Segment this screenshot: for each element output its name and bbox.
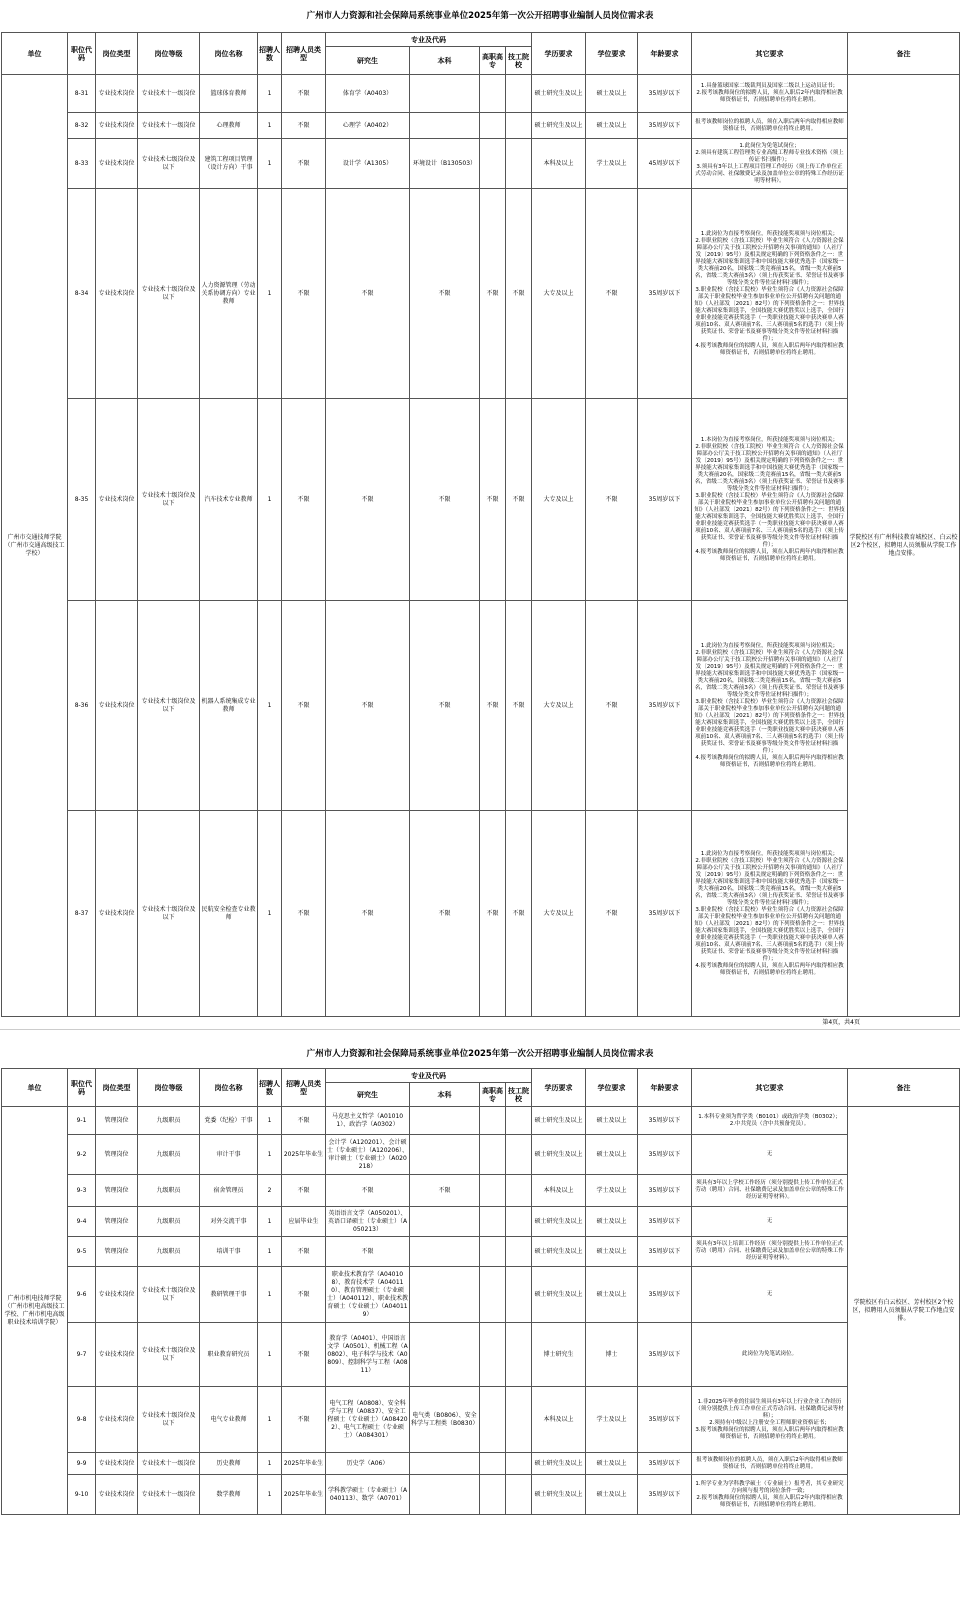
page-number: 第4页，共4页 bbox=[822, 1019, 860, 1026]
cell-type: 专业技术岗位 bbox=[96, 1475, 138, 1515]
cell-deg: 硕士及以上 bbox=[586, 1453, 638, 1475]
cell-count: 1 bbox=[258, 1237, 282, 1267]
header-undergrad: 本科 bbox=[410, 1083, 480, 1107]
cell-ug bbox=[410, 113, 480, 139]
header-name: 岗位名称 bbox=[200, 33, 258, 75]
cell-edu: 本科及以上 bbox=[532, 1175, 586, 1207]
cell-count: 1 bbox=[258, 1323, 282, 1387]
cell-voc bbox=[480, 1475, 506, 1515]
cell-name: 审计干事 bbox=[200, 1135, 258, 1175]
cell-deg: 学士及以上 bbox=[586, 1175, 638, 1207]
header-category: 招聘人员类型 bbox=[282, 1069, 326, 1107]
cell-name: 建筑工程项目管理（设计方向）干事 bbox=[200, 139, 258, 189]
cell-voc: 不限 bbox=[480, 189, 506, 399]
cell-type: 专业技术岗位 bbox=[96, 601, 138, 811]
cell-req: 1.本岗位为直接考察岗位，所获技能奖项须与岗位相关； 2.非职业院校（含技工院校）毕业生须符合《人力资源社会保障部办公厅关于技工院校公开招聘有关事项的通知》（人社厅发〔2019〕95号）及相关规定明确的下列资格条件之一：世界技能大赛国家集训选手和中国技能大赛优秀选手（国家级一类大赛前20名，国家级二类竞赛前15名，省级一类大赛前5名，省级二类大赛前3名）（须上传获奖证书、荣誉证书及赛事等级分类文件等佐证材料扫描件）； 3.职业院校（含技工院校）毕业生须符合《人力资源社会保障部关于职业院校毕业生参加事业单位公开招聘有关问题的通知》（人社部发〔2021〕82号）的下列资格条件之一：世界技能大赛国家集训选手，全国技能大赛优胜奖以上选手，全国行业职业技能竞赛获奖选手（一类职业技能大赛中获决赛单人赛项前10名、双人赛项前7名、三人赛项前5名的选手）（须上传获奖证书、荣誉证书及赛事等级分类文件等佐证材料扫描件）； 4.报考该教师岗位的拟聘人员，须在入职后两年内取得相应教师资格证书，否则招聘单位将终止聘用。 bbox=[692, 399, 848, 601]
cell-voc bbox=[480, 1207, 506, 1237]
cell-name: 宿舍管理员 bbox=[200, 1175, 258, 1207]
cell-edu: 硕士研究生及以上 bbox=[532, 1453, 586, 1475]
header-level: 岗位等级 bbox=[138, 1069, 200, 1107]
cell-cat: 不限 bbox=[282, 601, 326, 811]
cell-edu: 硕士研究生及以上 bbox=[532, 75, 586, 113]
cell-tech bbox=[506, 1267, 532, 1323]
header-tech: 技工院校 bbox=[506, 1083, 532, 1107]
cell-edu: 硕士研究生及以上 bbox=[532, 1207, 586, 1237]
cell-req: 1.此岗位为直接考察岗位，所获技能奖项须与岗位相关； 2.非职业院校（含技工院校）毕业生须符合《人力资源社会保障部办公厅关于技工院校公开招聘有关事项的通知》（人社厅发〔2019〕95号）及相关规定明确的下列资格条件之一：世界技能大赛国家集训选手和中国技能大赛优秀选手（国家级一类大赛前20名，国家级二类竞赛前15名，省级一类大赛前5名，省级二类大赛前3名）（须上传获奖证书、荣誉证书及赛事等级分类文件等佐证材料扫描件）； 3.职业院校（含技工院校）毕业生须符合《人力资源社会保障部关于职业院校毕业生参加事业单位公开招聘有关问题的通知》（人社部发〔2021〕82号）的下列资格条件之一：世界技能大赛国家集训选手，全国技能大赛优胜奖以上选手，全国行业职业技能竞赛获奖选手（一类职业技能大赛中获决赛单人赛项前10名、双人赛项前7名、三人赛项前5名的选手）（须上传获奖证书、荣誉证书及赛事等级分类文件等佐证材料扫描件）； 4.报考该教师岗位的拟聘人员，须在入职后两年内取得相应教师资格证书，否则招聘单位将终止聘用。 bbox=[692, 189, 848, 399]
cell-type: 专业技术岗位 bbox=[96, 1267, 138, 1323]
header-major-group: 专业及代码 bbox=[326, 33, 532, 47]
cell-voc bbox=[480, 1453, 506, 1475]
cell-grad: 马克思主义哲学（A010101）、政治学（A0302） bbox=[326, 1107, 410, 1135]
cell-deg: 不限 bbox=[586, 399, 638, 601]
header-type: 岗位类型 bbox=[96, 1069, 138, 1107]
header-count: 招聘人数 bbox=[258, 33, 282, 75]
cell-grad: 英语语言文学（A050201）、英语口译硕士（专业硕士）（A050213） bbox=[326, 1207, 410, 1237]
cell-deg: 硕士及以上 bbox=[586, 1237, 638, 1267]
cell-count: 1 bbox=[258, 1207, 282, 1237]
cell-name: 篮球体育教师 bbox=[200, 75, 258, 113]
cell-cat: 不限 bbox=[282, 1237, 326, 1267]
cell-name: 人力资源管理（劳动关系协调方向）专业教师 bbox=[200, 189, 258, 399]
cell-ug bbox=[410, 1323, 480, 1387]
cell-name: 党委（纪检）干事 bbox=[200, 1107, 258, 1135]
cell-cat: 2025年毕业生 bbox=[282, 1475, 326, 1515]
cell-level: 九级职员 bbox=[138, 1107, 200, 1135]
cell-ug bbox=[410, 1237, 480, 1267]
cell-age: 35周岁以下 bbox=[638, 1237, 692, 1267]
cell-type: 管理岗位 bbox=[96, 1107, 138, 1135]
cell-age: 35周岁以下 bbox=[638, 601, 692, 811]
cell-deg: 不限 bbox=[586, 601, 638, 811]
cell-age: 35周岁以下 bbox=[638, 399, 692, 601]
cell-code: 9-10 bbox=[68, 1475, 96, 1515]
cell-cat: 不限 bbox=[282, 399, 326, 601]
cell-level: 九级职员 bbox=[138, 1175, 200, 1207]
table-row bbox=[2, 1267, 960, 1323]
cell-code: 8-33 bbox=[68, 139, 96, 189]
cell-age: 35周岁以下 bbox=[638, 1475, 692, 1515]
header-voc: 高职高专 bbox=[480, 47, 506, 75]
cell-voc bbox=[480, 1323, 506, 1387]
cell-voc bbox=[480, 1107, 506, 1135]
job-table-bottom bbox=[1, 1068, 960, 1515]
cell-ug: 不限 bbox=[410, 189, 480, 399]
note-cell: 学院校区有广州科技教育城校区、白云校区2个校区，拟聘用人员须服从学院工作地点安排。 bbox=[848, 75, 960, 1017]
cell-level: 专业技术十级岗位及以下 bbox=[138, 1323, 200, 1387]
cell-code: 9-9 bbox=[68, 1453, 96, 1475]
header-grad: 研究生 bbox=[326, 1083, 410, 1107]
cell-code: 8-37 bbox=[68, 811, 96, 1017]
cell-grad: 心理学（A0402） bbox=[326, 113, 410, 139]
cell-level: 专业技术十一级岗位 bbox=[138, 113, 200, 139]
cell-tech bbox=[506, 1453, 532, 1475]
cell-voc bbox=[480, 1387, 506, 1453]
cell-deg: 硕士及以上 bbox=[586, 1107, 638, 1135]
cell-cat: 不限 bbox=[282, 1323, 326, 1387]
cell-tech: 不限 bbox=[506, 399, 532, 601]
table-row bbox=[2, 1323, 960, 1387]
cell-ug bbox=[410, 1453, 480, 1475]
cell-level: 专业技术十级岗位及以下 bbox=[138, 601, 200, 811]
cell-voc bbox=[480, 1175, 506, 1207]
job-table-top bbox=[1, 32, 960, 1017]
cell-level: 专业技术十级岗位及以下 bbox=[138, 811, 200, 1017]
cell-deg: 硕士及以上 bbox=[586, 1475, 638, 1515]
cell-type: 专业技术岗位 bbox=[96, 139, 138, 189]
cell-name: 职业教育研究员 bbox=[200, 1323, 258, 1387]
cell-type: 管理岗位 bbox=[96, 1237, 138, 1267]
header-name: 岗位名称 bbox=[200, 1069, 258, 1107]
cell-req: 须具有3年以上学校工作经历（须分别提供上传工作单位正式劳动（聘用）合同、社保缴费记录及加盖单位公章的特殊工作经历证明等材料）。 bbox=[692, 1175, 848, 1207]
cell-cat: 2025年毕业生 bbox=[282, 1135, 326, 1175]
cell-voc: 不限 bbox=[480, 811, 506, 1017]
table-row bbox=[2, 113, 960, 139]
header-note: 备注 bbox=[848, 33, 960, 75]
header-grad: 研究生 bbox=[326, 47, 410, 75]
cell-age: 35周岁以下 bbox=[638, 1135, 692, 1175]
cell-age: 35周岁以下 bbox=[638, 811, 692, 1017]
cell-code: 9-2 bbox=[68, 1135, 96, 1175]
unit-cell: 广州市交通技师学院（广州市交通高级技工学校） bbox=[2, 75, 68, 1017]
cell-count: 1 bbox=[258, 139, 282, 189]
cell-voc bbox=[480, 1135, 506, 1175]
cell-grad: 学科教学硕士（专业硕士）（A040113）、数学（A0701） bbox=[326, 1475, 410, 1515]
cell-type: 管理岗位 bbox=[96, 1207, 138, 1237]
cell-age: 35周岁以下 bbox=[638, 1323, 692, 1387]
cell-count: 1 bbox=[258, 811, 282, 1017]
cell-ug bbox=[410, 1107, 480, 1135]
cell-level: 九级职员 bbox=[138, 1207, 200, 1237]
cell-cat: 不限 bbox=[282, 1267, 326, 1323]
cell-tech bbox=[506, 1475, 532, 1515]
cell-edu: 硕士研究生及以上 bbox=[532, 1135, 586, 1175]
header-level: 岗位等级 bbox=[138, 33, 200, 75]
header-other: 其它要求 bbox=[692, 1069, 848, 1107]
cell-age: 35周岁以下 bbox=[638, 1207, 692, 1237]
cell-type: 专业技术岗位 bbox=[96, 75, 138, 113]
cell-deg: 硕士及以上 bbox=[586, 1267, 638, 1323]
cell-name: 培训干事 bbox=[200, 1237, 258, 1267]
cell-tech bbox=[506, 1237, 532, 1267]
cell-req: 无 bbox=[692, 1207, 848, 1237]
cell-level: 专业技术十级岗位及以下 bbox=[138, 1267, 200, 1323]
cell-ug bbox=[410, 1267, 480, 1323]
cell-count: 1 bbox=[258, 601, 282, 811]
header-code: 职位代码 bbox=[68, 1069, 96, 1107]
cell-level: 专业技术七级岗位及以下 bbox=[138, 139, 200, 189]
cell-tech bbox=[506, 75, 532, 113]
cell-type: 管理岗位 bbox=[96, 1175, 138, 1207]
cell-grad: 职业技术教育学（A040108）、教育技术学（A040110）、教育管理硕士（专业硕士）（A040112）、职业技术教育硕士（专业硕士）（A040119） bbox=[326, 1267, 410, 1323]
cell-req: 1.所学专业为学科教学硕士（专业硕士）报考者，其专业研究方向须与报考的岗位条件一致； 2.报考该教师岗位的拟聘人员，须在入职后2年内取得相应教师资格证书，否则招聘单位将终止聘用。 bbox=[692, 1475, 848, 1515]
cell-tech bbox=[506, 1135, 532, 1175]
header-other: 其它要求 bbox=[692, 33, 848, 75]
cell-deg: 不限 bbox=[586, 189, 638, 399]
cell-age: 35周岁以下 bbox=[638, 189, 692, 399]
cell-code: 9-1 bbox=[68, 1107, 96, 1135]
cell-voc bbox=[480, 113, 506, 139]
cell-level: 专业技术十级岗位及以下 bbox=[138, 189, 200, 399]
cell-name: 机器人系统集成专业教师 bbox=[200, 601, 258, 811]
cell-name: 教研管理干事 bbox=[200, 1267, 258, 1323]
header-age: 年龄要求 bbox=[638, 1069, 692, 1107]
header-degree: 学位要求 bbox=[586, 1069, 638, 1107]
cell-deg: 硕士及以上 bbox=[586, 1135, 638, 1175]
cell-grad: 设计学（A1305） bbox=[326, 139, 410, 189]
header-type: 岗位类型 bbox=[96, 33, 138, 75]
cell-req: 1.具备篮球国家二级裁判员及国家二级以上运动员证书； 2.报考该教师岗位的拟聘人员，须在入职后2年内取得相应教师资格证书，否则招聘单位将终止聘用。 bbox=[692, 75, 848, 113]
cell-edu: 硕士研究生及以上 bbox=[532, 1107, 586, 1135]
table-row bbox=[2, 75, 960, 113]
cell-count: 2 bbox=[258, 1175, 282, 1207]
cell-code: 9-8 bbox=[68, 1387, 96, 1453]
cell-voc bbox=[480, 75, 506, 113]
cell-level: 专业技术十级岗位及以下 bbox=[138, 399, 200, 601]
cell-count: 1 bbox=[258, 113, 282, 139]
header-tech: 技工院校 bbox=[506, 47, 532, 75]
table-row bbox=[2, 1107, 960, 1135]
table-row bbox=[2, 1135, 960, 1175]
cell-edu: 大专及以上 bbox=[532, 811, 586, 1017]
cell-count: 1 bbox=[258, 189, 282, 399]
cell-age: 35周岁以下 bbox=[638, 1267, 692, 1323]
page-title-bottom: 广州市人力资源和社会保障局系统事业单位2025年第一次公开招聘事业编制人员岗位需求表 bbox=[306, 1049, 654, 1059]
cell-tech bbox=[506, 113, 532, 139]
cell-age: 35周岁以下 bbox=[638, 1387, 692, 1453]
cell-type: 管理岗位 bbox=[96, 1135, 138, 1175]
cell-level: 九级职员 bbox=[138, 1135, 200, 1175]
cell-cat: 2025年毕业生 bbox=[282, 1453, 326, 1475]
cell-type: 专业技术岗位 bbox=[96, 811, 138, 1017]
cell-age: 35周岁以下 bbox=[638, 1453, 692, 1475]
cell-age: 35周岁以下 bbox=[638, 75, 692, 113]
header-note: 备注 bbox=[848, 1069, 960, 1107]
cell-tech: 不限 bbox=[506, 811, 532, 1017]
header-unit: 单位 bbox=[2, 33, 68, 75]
cell-tech bbox=[506, 1207, 532, 1237]
cell-type: 专业技术岗位 bbox=[96, 1323, 138, 1387]
table-row bbox=[2, 1237, 960, 1267]
cell-cat: 不限 bbox=[282, 1387, 326, 1453]
cell-code: 9-4 bbox=[68, 1207, 96, 1237]
cell-cat: 应届毕业生 bbox=[282, 1207, 326, 1237]
cell-edu: 硕士研究生及以上 bbox=[532, 1237, 586, 1267]
cell-type: 专业技术岗位 bbox=[96, 1387, 138, 1453]
header-edu: 学历要求 bbox=[532, 33, 586, 75]
cell-edu: 硕士研究生及以上 bbox=[532, 1267, 586, 1323]
cell-tech bbox=[506, 1107, 532, 1135]
cell-age: 35周岁以下 bbox=[638, 113, 692, 139]
cell-name: 民航安全检查专业教师 bbox=[200, 811, 258, 1017]
cell-tech bbox=[506, 1175, 532, 1207]
table-row bbox=[2, 1453, 960, 1475]
cell-cat: 不限 bbox=[282, 811, 326, 1017]
cell-code: 8-35 bbox=[68, 399, 96, 601]
note-cell: 学院校区有白云校区、芳村校区2个校区，拟聘用人员须服从学院工作地点安排。 bbox=[848, 1107, 960, 1515]
table-row bbox=[2, 189, 960, 399]
cell-ug: 电气类（B0806）、安全科学与工程类（B0830） bbox=[410, 1387, 480, 1453]
cell-code: 9-5 bbox=[68, 1237, 96, 1267]
cell-ug: 不限 bbox=[410, 399, 480, 601]
cell-edu: 本科及以上 bbox=[532, 139, 586, 189]
cell-req: 1.此岗位为直接考察岗位，所获技能奖项须与岗位相关； 2.非职业院校（含技工院校）毕业生须符合《人力资源社会保障部办公厅关于技工院校公开招聘有关事项的通知》（人社厅发〔2019〕95号）及相关规定明确的下列资格条件之一：世界技能大赛国家集训选手和中国技能大赛优秀选手（国家级一类大赛前20名，国家级二类竞赛前15名，省级一类大赛前5名，省级二类大赛前3名）（须上传获奖证书、荣誉证书及赛事等级分类文件等佐证材料扫描件）； 3.职业院校（含技工院校）毕业生须符合《人力资源社会保障部关于职业院校毕业生参加事业单位公开招聘有关问题的通知》（人社部发〔2021〕82号）的下列资格条件之一：世界技能大赛国家集训选手，全国技能大赛优胜奖以上选手，全国行业职业技能竞赛获奖选手（一类职业技能大赛中获决赛单人赛项前10名、双人赛项前7名、三人赛项前5名的选手）（须上传获奖证书、荣誉证书及赛事等级分类文件等佐证材料扫描件）； 4.报考该教师岗位的拟聘人员，须在入职后两年内取得相应教师资格证书，否则招聘单位将终止聘用。 bbox=[692, 601, 848, 811]
cell-count: 1 bbox=[258, 75, 282, 113]
cell-voc bbox=[480, 139, 506, 189]
cell-req: 无 bbox=[692, 1267, 848, 1323]
cell-age: 35周岁以下 bbox=[638, 1175, 692, 1207]
cell-count: 1 bbox=[258, 1135, 282, 1175]
cell-tech bbox=[506, 1387, 532, 1453]
cell-grad: 历史学（A06） bbox=[326, 1453, 410, 1475]
cell-req: 须具有3年以上培训工作经历（须分别提供上传工作单位正式劳动（聘用）合同、社保缴费记录及加盖单位公章的特殊工作经历证明等材料）。 bbox=[692, 1237, 848, 1267]
cell-ug bbox=[410, 1475, 480, 1515]
cell-req: 此岗位为免笔试岗位。 bbox=[692, 1323, 848, 1387]
cell-req: 无 bbox=[692, 1135, 848, 1175]
cell-ug bbox=[410, 1135, 480, 1175]
cell-cat: 不限 bbox=[282, 189, 326, 399]
cell-code: 8-36 bbox=[68, 601, 96, 811]
cell-deg: 硕士及以上 bbox=[586, 75, 638, 113]
cell-grad: 不限 bbox=[326, 811, 410, 1017]
cell-name: 心理教师 bbox=[200, 113, 258, 139]
cell-req: 报考该教师岗位的拟聘人员，须在入职后2年内取得相应教师资格证书，否则招聘单位将终止聘用。 bbox=[692, 1453, 848, 1475]
table-row bbox=[2, 1475, 960, 1515]
cell-cat: 不限 bbox=[282, 113, 326, 139]
header-unit: 单位 bbox=[2, 1069, 68, 1107]
cell-level: 九级职员 bbox=[138, 1237, 200, 1267]
cell-ug: 环境设计（B130503） bbox=[410, 139, 480, 189]
cell-deg: 博士 bbox=[586, 1323, 638, 1387]
cell-grad: 会计学（A120201）、会计硕士（专业硕士）（A120206）、审计硕士（专业硕士）（A020218） bbox=[326, 1135, 410, 1175]
cell-code: 8-31 bbox=[68, 75, 96, 113]
cell-edu: 本科及以上 bbox=[532, 1387, 586, 1453]
cell-ug: 不限 bbox=[410, 1175, 480, 1207]
cell-ug bbox=[410, 75, 480, 113]
cell-tech bbox=[506, 1323, 532, 1387]
header-voc: 高职高专 bbox=[480, 1083, 506, 1107]
cell-grad: 教育学（A0401）、中国语言文学（A0501）、机械工程（A0802）、电子科学与技术（A0809）、控制科学与工程（A0811） bbox=[326, 1323, 410, 1387]
cell-tech bbox=[506, 139, 532, 189]
cell-edu: 硕士研究生及以上 bbox=[532, 1475, 586, 1515]
cell-count: 1 bbox=[258, 1453, 282, 1475]
cell-count: 1 bbox=[258, 1387, 282, 1453]
cell-grad: 不限 bbox=[326, 399, 410, 601]
cell-name: 历史教师 bbox=[200, 1453, 258, 1475]
cell-cat: 不限 bbox=[282, 75, 326, 113]
cell-code: 8-32 bbox=[68, 113, 96, 139]
cell-edu: 大专及以上 bbox=[532, 601, 586, 811]
cell-level: 专业技术十一级岗位 bbox=[138, 75, 200, 113]
cell-deg: 学士及以上 bbox=[586, 139, 638, 189]
table-row bbox=[2, 1175, 960, 1207]
cell-level: 专业技术十一级岗位 bbox=[138, 1453, 200, 1475]
cell-age: 35周岁以下 bbox=[638, 1107, 692, 1135]
cell-req: 1.非2025年毕业的往届生须具有3年以上行业企业工作经历（须分别提供上传工作单位正式劳动合同、社保缴费记录等材料）； 2.须持有中级以上注册安全工程师职业资格证书； 3.报考该教师岗位的拟聘人员，须在入职后两年内取得相应教师资格证书，否则招聘单位将终止聘用。 bbox=[692, 1387, 848, 1453]
cell-level: 专业技术十级岗位及以下 bbox=[138, 1387, 200, 1453]
cell-grad: 不限 bbox=[326, 1175, 410, 1207]
cell-req: 报考该教师岗位的拟聘人员，须在入职后两年内取得相应教师资格证书，否则招聘单位将终止聘用。 bbox=[692, 113, 848, 139]
cell-grad: 不限 bbox=[326, 1237, 410, 1267]
cell-deg: 学士及以上 bbox=[586, 1387, 638, 1453]
cell-grad: 电气工程（A0808）、安全科学与工程（A0837）、安全工程硕士（专业硕士）（A084202）、电气工程硕士（专业硕士）（A084301） bbox=[326, 1387, 410, 1453]
cell-level: 专业技术十一级岗位 bbox=[138, 1475, 200, 1515]
header-age: 年龄要求 bbox=[638, 33, 692, 75]
cell-code: 9-7 bbox=[68, 1323, 96, 1387]
header-count: 招聘人数 bbox=[258, 1069, 282, 1107]
cell-type: 专业技术岗位 bbox=[96, 113, 138, 139]
cell-age: 45周岁以下 bbox=[638, 139, 692, 189]
cell-name: 数学教师 bbox=[200, 1475, 258, 1515]
table-row bbox=[2, 811, 960, 1017]
cell-count: 1 bbox=[258, 1267, 282, 1323]
table-row bbox=[2, 139, 960, 189]
cell-name: 汽车技术专业教师 bbox=[200, 399, 258, 601]
page-title-top: 广州市人力资源和社会保障局系统事业单位2025年第一次公开招聘事业编制人员岗位需求表 bbox=[306, 11, 654, 21]
cell-voc: 不限 bbox=[480, 399, 506, 601]
page-separator bbox=[0, 1029, 960, 1040]
cell-req: 1.此岗位为直接考察岗位，所获技能奖项须与岗位相关； 2.非职业院校（含技工院校）毕业生须符合《人力资源社会保障部办公厅关于技工院校公开招聘有关事项的通知》（人社厅发〔2019〕95号）及相关规定明确的下列资格条件之一：世界技能大赛国家集训选手和中国技能大赛优秀选手（国家级一类大赛前20名，国家级二类竞赛前15名，省级一类大赛前5名，省级二类大赛前3名）（须上传获奖证书、荣誉证书及赛事等级分类文件等佐证材料扫描件）； 3.职业院校（含技工院校）毕业生须符合《人力资源社会保障部关于职业院校毕业生参加事业单位公开招聘有关问题的通知》（人社部发〔2021〕82号）的下列资格条件之一：世界技能大赛国家集训选手，全国技能大赛优胜奖以上选手，全国行业职业技能竞赛获奖选手（一类职业技能大赛中获决赛单人赛项前10名、双人赛项前7名、三人赛项前5名的选手）（须上传获奖证书、荣誉证书及赛事等级分类文件等佐证材料扫描件）； 4.报考该教师岗位的拟聘人员，须在入职后两年内取得相应教师资格证书，否则招聘单位将终止聘用。 bbox=[692, 811, 848, 1017]
header-category: 招聘人员类型 bbox=[282, 33, 326, 75]
cell-tech: 不限 bbox=[506, 601, 532, 811]
cell-edu: 博士研究生 bbox=[532, 1323, 586, 1387]
cell-grad: 不限 bbox=[326, 189, 410, 399]
header-undergrad: 本科 bbox=[410, 47, 480, 75]
cell-code: 9-6 bbox=[68, 1267, 96, 1323]
cell-edu: 大专及以上 bbox=[532, 399, 586, 601]
header-degree: 学位要求 bbox=[586, 33, 638, 75]
cell-grad: 体育学（A0403） bbox=[326, 75, 410, 113]
cell-voc bbox=[480, 1237, 506, 1267]
header-code: 职位代码 bbox=[68, 33, 96, 75]
table-row bbox=[2, 1387, 960, 1453]
cell-req: 1.此岗位为免笔试岗位； 2.须具有建筑工程管理类专业高级工程师专业技术资格（须上传证书扫描件）； 3.须具有3年以上工程项目管理工作经历（须上传工作单位正式劳动合同、社保缴费记录及加盖单位公章的特殊工作经历证明等材料）。 bbox=[692, 139, 848, 189]
cell-ug: 不限 bbox=[410, 601, 480, 811]
cell-type: 专业技术岗位 bbox=[96, 399, 138, 601]
unit-cell: 广州市机电技师学院（广州市机电高级技工学校、广州市机电高级职业技术培训学院） bbox=[2, 1107, 68, 1515]
cell-type: 专业技术岗位 bbox=[96, 1453, 138, 1475]
cell-voc: 不限 bbox=[480, 601, 506, 811]
cell-cat: 不限 bbox=[282, 1175, 326, 1207]
cell-name: 对外交流干事 bbox=[200, 1207, 258, 1237]
cell-count: 1 bbox=[258, 1107, 282, 1135]
cell-ug bbox=[410, 1207, 480, 1237]
cell-ug: 不限 bbox=[410, 811, 480, 1017]
cell-voc bbox=[480, 1267, 506, 1323]
cell-name: 电气专业教师 bbox=[200, 1387, 258, 1453]
cell-count: 1 bbox=[258, 399, 282, 601]
cell-req: 1.本科专业须为哲学类（B0101）或政治学类（B0302）； 2.中共党员（含中共预备党员）。 bbox=[692, 1107, 848, 1135]
cell-grad: 不限 bbox=[326, 601, 410, 811]
header-edu: 学历要求 bbox=[532, 1069, 586, 1107]
cell-cat: 不限 bbox=[282, 139, 326, 189]
cell-code: 8-34 bbox=[68, 189, 96, 399]
cell-cat: 不限 bbox=[282, 1107, 326, 1135]
cell-count: 1 bbox=[258, 1475, 282, 1515]
header-major-group: 专业及代码 bbox=[326, 1069, 532, 1083]
table-row bbox=[2, 1207, 960, 1237]
cell-deg: 硕士及以上 bbox=[586, 1207, 638, 1237]
cell-deg: 硕士及以上 bbox=[586, 113, 638, 139]
cell-code: 9-3 bbox=[68, 1175, 96, 1207]
cell-type: 专业技术岗位 bbox=[96, 189, 138, 399]
table-row bbox=[2, 601, 960, 811]
table-row bbox=[2, 399, 960, 601]
cell-edu: 硕士研究生及以上 bbox=[532, 113, 586, 139]
cell-edu: 大专及以上 bbox=[532, 189, 586, 399]
cell-tech: 不限 bbox=[506, 189, 532, 399]
cell-deg: 不限 bbox=[586, 811, 638, 1017]
